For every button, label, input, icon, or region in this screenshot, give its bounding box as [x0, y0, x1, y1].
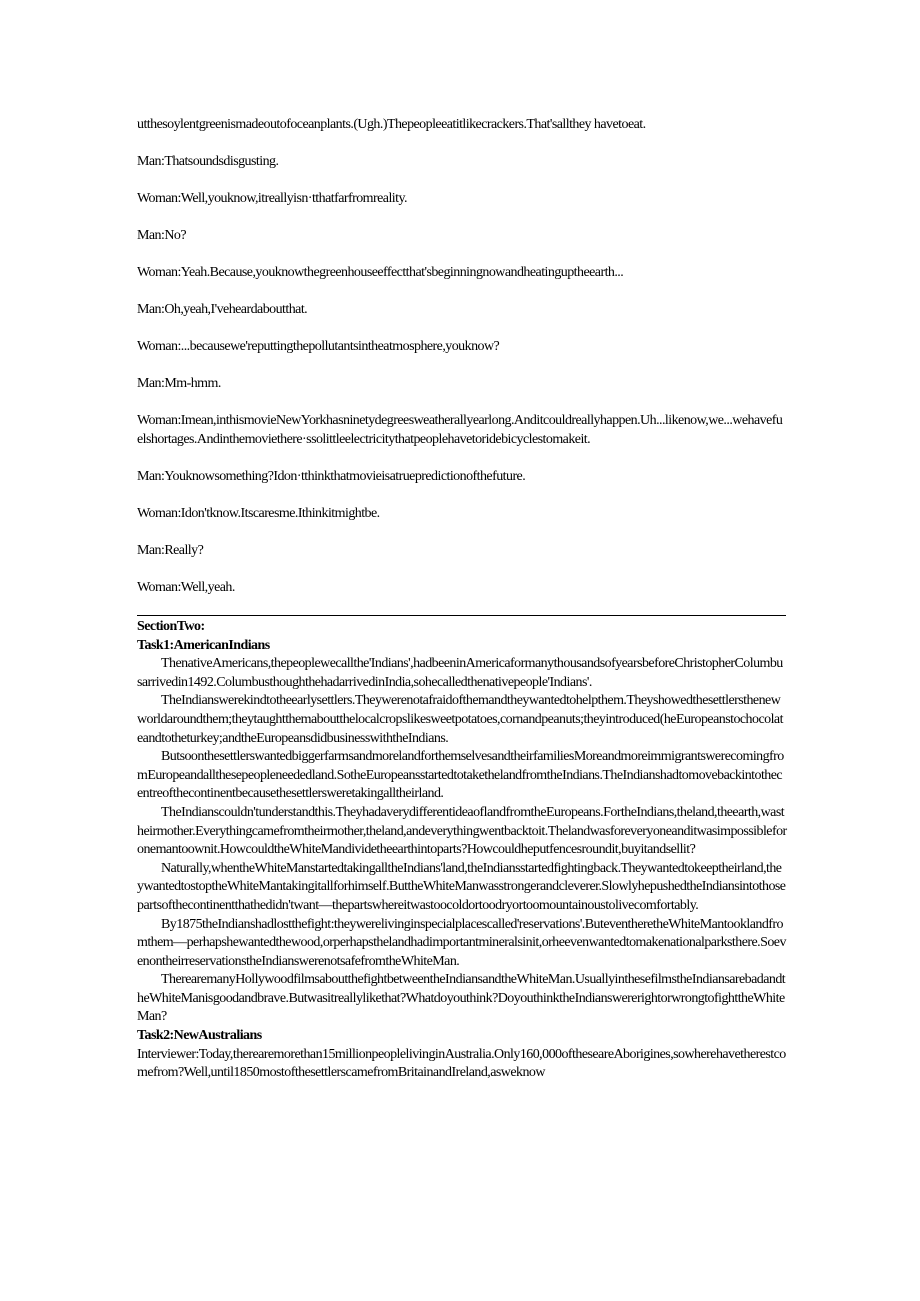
dialogue-line: Woman:Imean,inthismovieNewYorkhasninetydegreesweatherallyearlong.Anditcouldreallyhappen.Uh...likenow,we...wehavefuelshortages.Andinthemoviethere·ssolittleelectricitythatpeoplehavetoridebicyclestomakeit. — [137, 413, 783, 447]
task1-paragraph: By1875theIndianshadlostthefight:theywerelivinginspecialplacescalled'reservations'.ButeventheretheWhiteMantooklandfromthem—perhapshewantedthewood,orperhapsthelandhadimportantmineralsinit,orheevenwantedtomakenationalparksthere.SoevenontheirreservationstheIndianswerenotsafefromtheWhiteMan. — [137, 916, 786, 969]
task1-paragraph: Naturally,whentheWhiteManstartedtakingalltheIndians'land,theIndiansstartedfightingback.Theywantedtokeeptheirland,theywantedtostoptheWhiteMantakingitallforhimself.ButtheWhiteManwasstrongerandcleverer.SlowlyhepushedtheIndiansintothosepartsofthecontinentthathedidn'twant—thepartswhereitwastoocoldortoodryortoomountainoustolivecomfortably. — [137, 860, 786, 913]
dialogue-line: Man:Really? — [137, 543, 204, 558]
dialogue-line: Woman:Well,yeah. — [137, 580, 235, 595]
dialogue-transcript — [137, 115, 787, 597]
dialogue-line: Woman:Well,youknow,itreallyisn·tthatfarfromreality. — [137, 191, 407, 206]
dialogue-line: Man:Youknowsomething?Idon·tthinkthatmovieisatruepredictionofthefuture. — [137, 469, 526, 484]
section-title: SectionTwo: — [137, 619, 205, 634]
dialogue-line: Man:Thatsoundsdisgusting. — [137, 154, 279, 169]
dialogue-line: Woman:Idon'tknow.Itscaresme.Ithinkitmightbe. — [137, 506, 380, 521]
task1-title: Task1:AmericanIndians — [137, 637, 270, 653]
section-two — [137, 618, 787, 1083]
section-divider — [137, 615, 786, 616]
task1-paragraph: ButsoonthesettlerswantedbiggerfarmsandmorelandforthemselvesandtheirfamiliesMoreandmoreimmigrantswerecomingfromEuropeandallthesepeopleneededland.SotheEuropeansstartedtotakethelandfromtheIndians.TheIndianshadtomovebackintothecentreofthecontinentbecausethesettlersweretakingalltheirland. — [137, 749, 784, 802]
dialogue-line: Woman:...becausewe'reputtingthepollutantsintheatmosphere,youknow? — [137, 339, 500, 354]
dialogue-line: Man:Mm-hmm. — [137, 376, 221, 391]
task2-title: Task2:NewAustralians — [137, 1028, 262, 1044]
task1-paragraph: ThenativeAmericans,thepeoplewecallthe'Indians',hadbeeninAmericaformanythousandsofyearsbeforeChristopherColumbusarrivedin1492.ColumbusthoughthehadarrivedinIndia,sohecalledthenativepeople'Indians'. — [137, 656, 783, 690]
dialogue-line: Man:No? — [137, 228, 187, 243]
dialogue-line: Man:Oh,yeah,I'veheardaboutthat. — [137, 302, 308, 317]
task1-paragraph: TherearemanyHollywoodfilmsaboutthefightbetweentheIndiansandtheWhiteMan.UsuallyinthesefilmstheIndiansarebadandtheWhiteManisgoodandbrave.Butwasitreallylikethat?Whatdoyouthink?DoyouthinktheIndianswererightorwrongtofighttheWhiteMan? — [137, 972, 786, 1025]
task1-paragraph: TheIndianscouldn'tunderstandthis.TheyhadaverydifferentideaoflandfromtheEuropeans.FortheIndians,theland,theearth,wastheirmother.Everythingcamefromtheirmother,theland,andeverythingwentbacktoit.Thelandwasforeveryoneanditwasimpossibleforonemantoownit.HowcouldtheWhiteMandividetheearthintoparts?Howcouldheputfencesroundit,buyitandsellit? — [137, 804, 787, 858]
task2-paragraph: Interviewer:Today,therearemorethan15millionpeoplelivinginAustralia.Only160,000oftheseareAborigines,sowherehavetherestcomefrom?Well,until1850mostofthesettlerscamefromBritainandIreland,asweknow — [137, 1046, 786, 1081]
dialogue-line: utthesoylentgreenismadeoutofoceanplants.(Ugh.)Thepeopleeatitlikecrackers.That'sallthey havetoeat. — [137, 117, 646, 132]
dialogue-line: Woman:Yeah.Because,youknowthegreenhouseeffectthat'sbeginningnowandheatinguptheearth... — [137, 265, 624, 280]
task1-paragraph: TheIndianswerekindtotheearlysettlers.Theywerenotafraidofthemandtheywantedtohelpthem.Theyshowedthesettlersthenewworldaroundthem;theytaughtthemaboutthelocalcropslikesweetpotatoes,cornandpeanuts;theyintroduced(heEuropeanstochocolateandtotheturkey;andtheEuropeansdidbusinesswiththeIndians. — [137, 693, 783, 746]
